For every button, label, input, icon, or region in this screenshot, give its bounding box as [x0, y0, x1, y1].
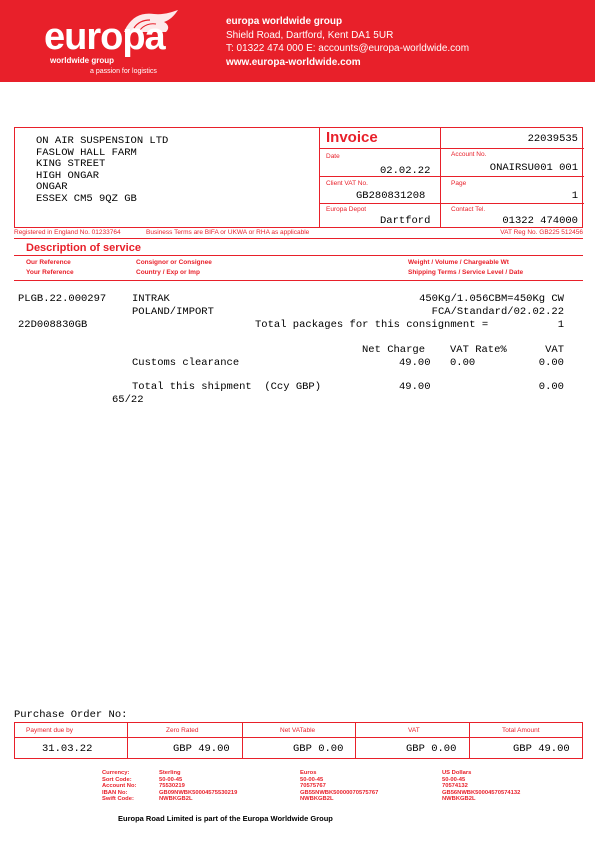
total-net-charge: 49.00	[399, 381, 431, 393]
company-logo: europa	[44, 16, 165, 58]
invoice-date: 02.02.22	[380, 165, 431, 177]
company-address: Shield Road, Dartford, Kent DA1 5UR	[226, 30, 394, 41]
bank-label: Currency:	[102, 770, 130, 776]
bank-value: 50-00-45	[159, 776, 183, 783]
net-charge-header: Net Charge	[362, 344, 426, 356]
account-label: Account No.	[451, 151, 487, 158]
bank-label: Account No:	[102, 783, 137, 790]
bank-label: IBAN No:	[102, 789, 128, 796]
client-vat-label: Client VAT No.	[326, 180, 368, 187]
country: POLAND/IMPORT	[132, 306, 214, 318]
vat-rate-header: VAT Rate%	[450, 344, 507, 356]
address-line: HIGH ONGAR	[36, 169, 100, 182]
zero-rated-amount: GBP 49.00	[173, 743, 230, 755]
our-reference: PLGB.22.000297	[18, 293, 107, 305]
payment-due-header: Payment due by	[26, 727, 73, 734]
line-net-charge: 49.00	[399, 357, 431, 369]
bank-value: 50-00-45	[300, 776, 324, 783]
company-name: europa worldwide group	[226, 16, 343, 27]
footer-text: Europa Road Limited is part of the Europa Worldwide Group	[118, 814, 333, 823]
contact-tel: 01322 474000	[502, 215, 578, 227]
bank-value: Euros	[300, 770, 317, 776]
business-terms: Business Terms are BIFA or UKWA or RHA as applicable	[146, 229, 310, 236]
description-heading: Description of service	[26, 242, 141, 254]
date-label: Date	[326, 153, 340, 160]
line-description: Customs clearance	[132, 357, 240, 369]
your-reference-label: Your Reference	[26, 269, 74, 276]
consignor-label: Consignor or Consignee	[136, 259, 212, 266]
contact-label: Contact Tel.	[451, 206, 486, 213]
net-vatable-header: Net VATable	[280, 727, 316, 734]
bank-label: Sort Code:	[102, 776, 132, 783]
your-reference: 22D008830GB	[18, 319, 88, 331]
page-number: 1	[571, 190, 578, 202]
total-amount: GBP 49.00	[513, 743, 570, 755]
company-website[interactable]: www.europa-worldwide.com	[226, 57, 361, 68]
company-contact: T: 01322 474 000 E: accounts@europa-worldwide.com	[226, 43, 470, 54]
customer-address	[36, 136, 168, 205]
bank-label: Swift Code:	[102, 796, 134, 803]
payment-due-date: 31.03.22	[42, 743, 93, 755]
shipping-terms: FCA/Standard/02.02.22	[431, 306, 564, 318]
bank-value: GB55NWBK50000070575767	[300, 789, 379, 796]
bank-value: 50-00-45	[442, 776, 466, 783]
divider	[14, 238, 583, 239]
page-label: Page	[451, 180, 467, 187]
bank-value: NWBKGB2L	[159, 796, 193, 803]
total-vat: 0.00	[538, 381, 564, 393]
bank-value: 75530219	[159, 783, 185, 790]
logo-tagline: a passion for logistics	[90, 68, 157, 75]
consignor: INTRAK	[132, 293, 170, 305]
address-line: ESSEX CM5 9QZ GB	[36, 192, 137, 205]
vat-registration: VAT Reg No. GB225 512456	[500, 229, 583, 236]
packages-count: 1	[557, 319, 564, 331]
total-shipment-label: Total this shipment (Ccy GBP)	[132, 381, 322, 393]
depot-label: Europa Depot	[326, 206, 367, 213]
bank-value: GB56NWBK50004570574132	[442, 789, 521, 796]
logo-subtitle: worldwide group	[50, 56, 114, 65]
bank-euros	[300, 770, 378, 803]
bank-value: GB09NWBK50004575530219	[159, 789, 238, 796]
line-vat-rate: 0.00	[450, 357, 476, 369]
bank-value: Sterling	[159, 770, 181, 776]
reference-note: 65/22	[112, 394, 144, 406]
divider	[14, 280, 583, 281]
client-vat-number: GB280831208	[356, 190, 426, 202]
bank-usd	[442, 770, 520, 803]
divider	[14, 255, 583, 256]
depot-name: Dartford	[380, 215, 431, 227]
address-line: ONGAR	[36, 181, 68, 193]
packages-label: Total packages for this consignment =	[255, 319, 489, 331]
bank-value: 70574132	[442, 783, 468, 790]
weight-label: Weight / Volume / Chargeable Wt	[408, 259, 509, 266]
shipping-terms-label: Shipping Terms / Service Level / Date	[408, 269, 524, 276]
vat-amount: GBP 0.00	[406, 743, 457, 755]
line-vat: 0.00	[538, 357, 564, 369]
account-number: ONAIRSU001 001	[489, 162, 578, 174]
bank-sterling	[159, 770, 237, 803]
invoice-title: Invoice	[326, 129, 378, 146]
bank-value: NWBKGB2L	[442, 796, 476, 803]
bank-value: 70575767	[300, 783, 326, 790]
zero-rated-header: Zero Rated	[166, 727, 199, 734]
bank-value: US Dollars	[442, 770, 472, 776]
weights: 450Kg/1.056CBM=450Kg CW	[419, 293, 564, 305]
total-amount-header: Total Amount	[502, 727, 540, 734]
our-reference-label: Our Reference	[26, 259, 71, 266]
bank-labels	[102, 770, 136, 803]
address-line: KING STREET	[36, 158, 106, 170]
purchase-order-label: Purchase Order No:	[14, 709, 128, 721]
invoice-number: 22039535	[527, 133, 578, 145]
country-label: Country / Exp or Imp	[136, 269, 200, 276]
address-line: FASLOW HALL FARM	[36, 146, 137, 159]
net-vatable-amount: GBP 0.00	[293, 743, 344, 755]
bank-value: NWBKGB2L	[300, 796, 334, 803]
vat-total-header: VAT	[408, 727, 420, 734]
address-line: ON AIR SUSPENSION LTD	[36, 135, 169, 147]
vat-header: VAT	[545, 344, 564, 356]
registration-number: Registered in England No. 01233764	[14, 229, 121, 236]
